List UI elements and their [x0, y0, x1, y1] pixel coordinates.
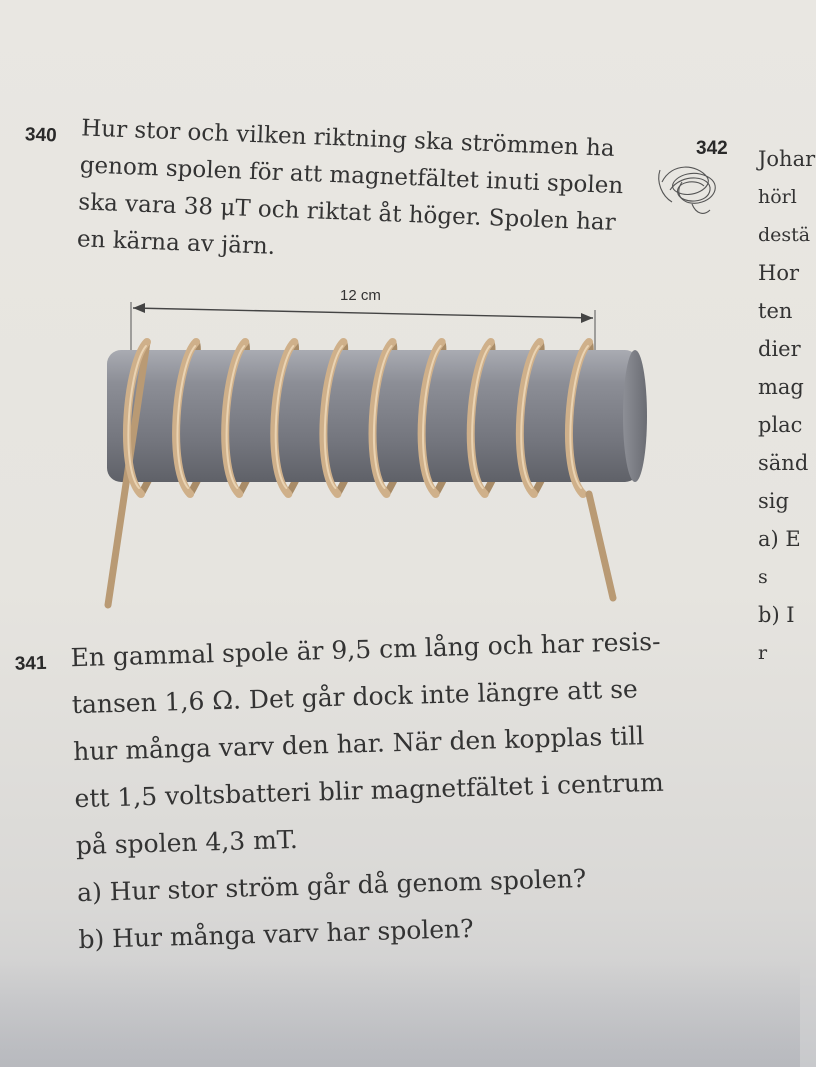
problem-number: 342	[696, 138, 728, 159]
text-line: en kärna av järn.	[76, 226, 276, 260]
problem-text	[70, 618, 669, 963]
text-line: på spolen 4,3 mT.	[75, 824, 299, 861]
text-fragment: mag	[758, 375, 804, 399]
subquestion-a: a) Hur stor ström går då genom spolen?	[76, 863, 587, 908]
scribble-mark	[652, 152, 742, 222]
text-fragment: r	[758, 642, 768, 664]
text-fragment: ten	[758, 299, 793, 323]
text-line: genom spolen för att magnetfältet inuti spolen	[79, 152, 624, 200]
text-line: tansen 1,6 Ω. Det går dock inte längre att se	[71, 674, 639, 720]
text-line: ett 1,5 voltsbatteri blir magnetfältet i centrum	[74, 767, 665, 814]
text-fragment: sänd	[758, 451, 809, 475]
subquestion-b: b) Hur många varv har spolen?	[78, 914, 474, 955]
text-line: hur många varv den har. När den kopplas till	[72, 721, 645, 767]
problem-340	[20, 108, 660, 260]
text-line: Hur stor och vilken riktning ska strömmen ha	[80, 115, 616, 162]
text-fragment: sig	[758, 489, 789, 513]
text-line: En gammal spole är 9,5 cm lång och har resis-	[70, 626, 661, 673]
text-fragment: Johar	[758, 147, 816, 171]
text-fragment: plac	[758, 413, 803, 437]
text-line: ska vara 38 μT och riktat åt höger. Spolen har	[77, 189, 617, 236]
page-shadow	[0, 960, 800, 1067]
problem-number: 341	[14, 652, 47, 675]
text-fragment: hörl	[758, 186, 797, 208]
problem-text-cut	[758, 140, 815, 672]
text-fragment: Hor	[758, 261, 799, 285]
problem-number: 340	[24, 124, 58, 147]
text-fragment: dier	[758, 337, 801, 361]
dimension-label: 12 cm	[340, 287, 381, 304]
wire-lead-right	[589, 494, 613, 598]
text-fragment: destä	[758, 224, 811, 246]
text-fragment: b) I	[758, 603, 795, 627]
text-fragment: a) E	[758, 527, 801, 551]
problem-text	[76, 110, 625, 279]
text-fragment: s	[758, 566, 768, 588]
coil-illustration	[95, 280, 655, 620]
